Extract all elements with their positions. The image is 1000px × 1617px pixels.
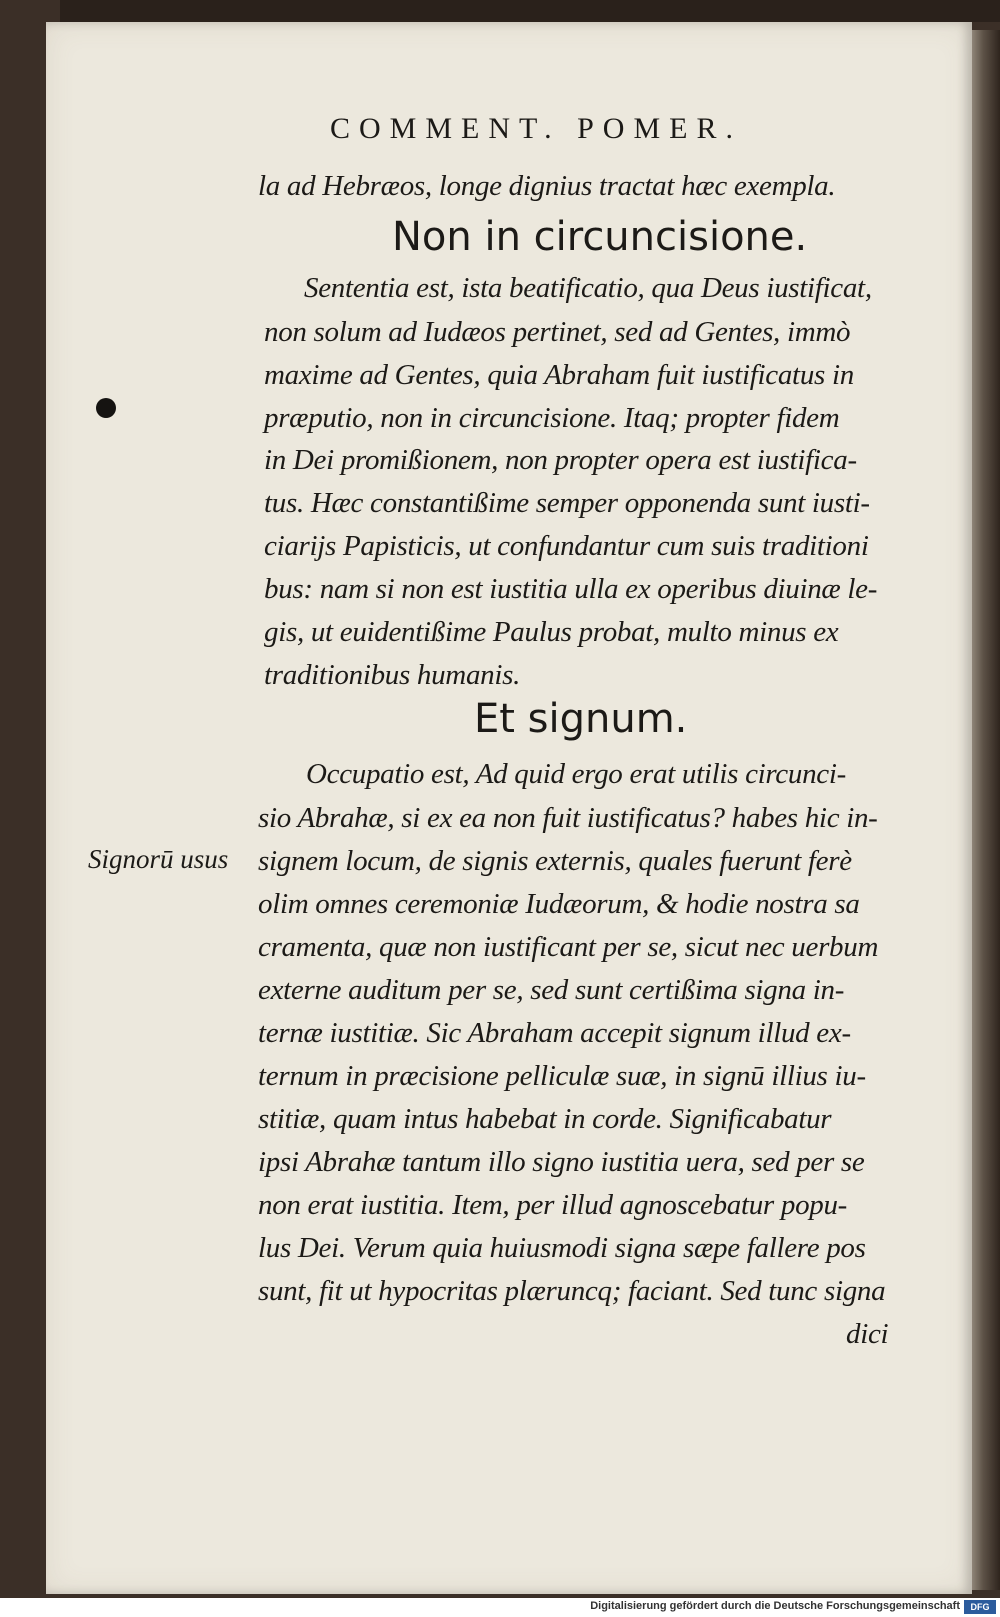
text-line: non solum ad Iudæos pertinet, sed ad Gentes, immò (264, 316, 851, 348)
text-line: tus. Hæc constantißime semper opponenda sunt iusti- (264, 487, 870, 519)
ink-dot-mark (96, 398, 116, 418)
text-line: præputio, non in circuncisione. Itaq; propter fidem (264, 402, 840, 434)
text-line: lus Dei. Verum quia huiusmodi signa sæpe fallere pos (258, 1232, 866, 1264)
text-line: Occupatio est, Ad quid ergo erat utilis circunci- (306, 758, 846, 790)
text-line: stitiæ, quam intus habebat in corde. Significabatur (258, 1103, 832, 1135)
book-edge-right (972, 30, 1000, 1590)
text-line: ipsi Abrahæ tantum illo signo iustitia uera, sed per se (258, 1146, 865, 1178)
section-heading: Non in circuncisione. (392, 214, 808, 260)
digitization-credit: Digitalisierung gefördert durch die Deutsche Forschungsgemeinschaft (590, 1600, 960, 1612)
section-heading: Et signum. (474, 696, 688, 742)
text-line: sunt, fit ut hypocritas plæruncq; faciant. Sed tunc signa (258, 1275, 886, 1307)
text-line: gis, ut euidentißime Paulus probat, multo minus ex (264, 616, 839, 648)
text-line: cramenta, quæ non iustificant per se, sicut nec uerbum (258, 931, 879, 963)
text-line: maxime ad Gentes, quia Abraham fuit iustificatus in (264, 359, 854, 391)
text-line: la ad Hebræos, longe dignius tractat hæc exempla. (258, 170, 836, 202)
text-line: externe auditum per se, sed sunt certißima signa in- (258, 974, 845, 1006)
book-edge-top (60, 0, 1000, 22)
catchword: dici (846, 1318, 889, 1350)
text-line: signem locum, de signis externis, quales fuerunt ferè (258, 845, 852, 877)
text-line: in Dei promißionem, non propter opera est iustifica- (264, 444, 857, 476)
text-line: Sententia est, ista beatificatio, qua Deus iustificat, (304, 272, 872, 304)
text-line: sio Abrahæ, si ex ea non fuit iustificatus? habes hic in- (258, 802, 878, 834)
text-line: non erat iustitia. Item, per illud agnoscebatur popu- (258, 1189, 848, 1221)
text-line: ternæ iustitiæ. Sic Abraham accepit signum illud ex- (258, 1017, 851, 1049)
text-line: bus: nam si non est iustitia ulla ex operibus diuinæ le- (264, 573, 878, 605)
text-line: ciarijs Papisticis, ut confundantur cum suis traditioni (264, 530, 869, 562)
text-line: olim omnes ceremoniæ Iudæorum, & hodie nostra sa (258, 888, 860, 920)
running-head: COMMENT. POMER. (330, 112, 742, 145)
margin-note: Signorū usus (88, 844, 229, 874)
text-line: ternum in præcisione pelliculæ suæ, in signū illius iu- (258, 1060, 866, 1092)
dfg-logo-icon: DFG (964, 1600, 996, 1614)
text-line: traditionibus humanis. (264, 659, 521, 691)
